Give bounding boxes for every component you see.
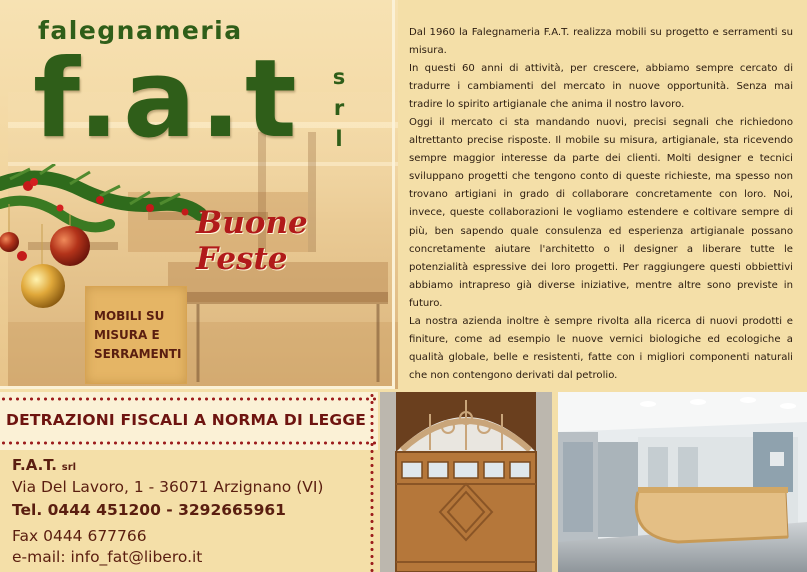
- description-paragraph: In questi 60 anni di attività, per crescere, abbiamo sempre cercato di tradurre i cambiamenti del mercato in nuove opportunità. Senza mai tradire lo spirito artigianale che anima il nostro lavoro.: [409, 63, 793, 111]
- product-badge-text: MOBILI SU MISURA E SERRAMENTI: [94, 309, 182, 361]
- email-link[interactable]: e-mail: info_fat@libero.it: [12, 548, 203, 566]
- phone-text: Tel. 0444 451200 - 3292665961: [12, 501, 286, 519]
- brand-srl: [331, 62, 347, 155]
- dotted-border: [370, 392, 374, 572]
- tax-banner-title: DETRAZIONI FISCALI A NORMA DI LEGGE: [6, 411, 367, 429]
- brand-subtitle: falegnameria: [38, 16, 243, 45]
- company-description: [409, 24, 793, 385]
- company-name-text: F.A.T.: [12, 456, 57, 474]
- dotted-border: [0, 397, 378, 401]
- product-badge: [85, 286, 187, 384]
- description-paragraph: Dal 1960 la Falegnameria F.A.T. realizza mobili su progetto e serramenti su misura.: [409, 27, 793, 57]
- brand-srl-letter: l: [335, 127, 343, 151]
- fax-text: Fax 0444 677766: [12, 527, 147, 545]
- company-suffix: srl: [61, 462, 77, 473]
- garage-door-photo: [380, 392, 552, 572]
- brand-srl-letter: r: [333, 96, 345, 120]
- reception-office-photo: [558, 392, 807, 572]
- contact-info: [0, 450, 378, 572]
- season-greeting: Buone Feste: [196, 205, 308, 277]
- hero-panel: [0, 0, 398, 389]
- brand-srl-letter: s: [332, 65, 346, 89]
- address-text: Via Del Lavoro, 1 - 36071 Arzignano (VI): [12, 478, 324, 496]
- company-name: [12, 456, 76, 474]
- description-paragraph: Oggi il mercato ci sta mandando nuovi, precisi segnali che richiedono altrettanto precise risposte. Il mobile su misura, artigianale, sta ricevendo sempre maggior interesse da parte dei clienti. Molti designer e tecnici sviluppano progetti che tengono conto di queste richieste, ma spesso non trovano artigiani in grado di collaborare concretamente con loro. Noi, invece, queste collaborazioni le vogliamo estendere e coltivare sempre di più, ben sapendo quale consulenza ed esperienza artigianale possano concretamente aiutare l'architetto o il designer a liberare tutte le potenzialità espressive dei loro progetti. Per raggiungere questi obbiettivi abbiamo intrapreso già diverse iniziative, mentre altre sono previste in futuro.: [409, 117, 793, 309]
- tax-banner: [0, 392, 378, 450]
- description-paragraph: La nostra azienda inoltre è sempre rivolta alla ricerca di nuovi prodotti e finiture, come ad esempio le nuove vernici biologiche ed ecologiche a qualità globale, belle e resistenti, fatte con i migliori componenti naturali che non contengono derivati dal petrolio.: [409, 315, 793, 381]
- dotted-border: [0, 441, 378, 445]
- brand-logo: f.a.t: [33, 37, 301, 162]
